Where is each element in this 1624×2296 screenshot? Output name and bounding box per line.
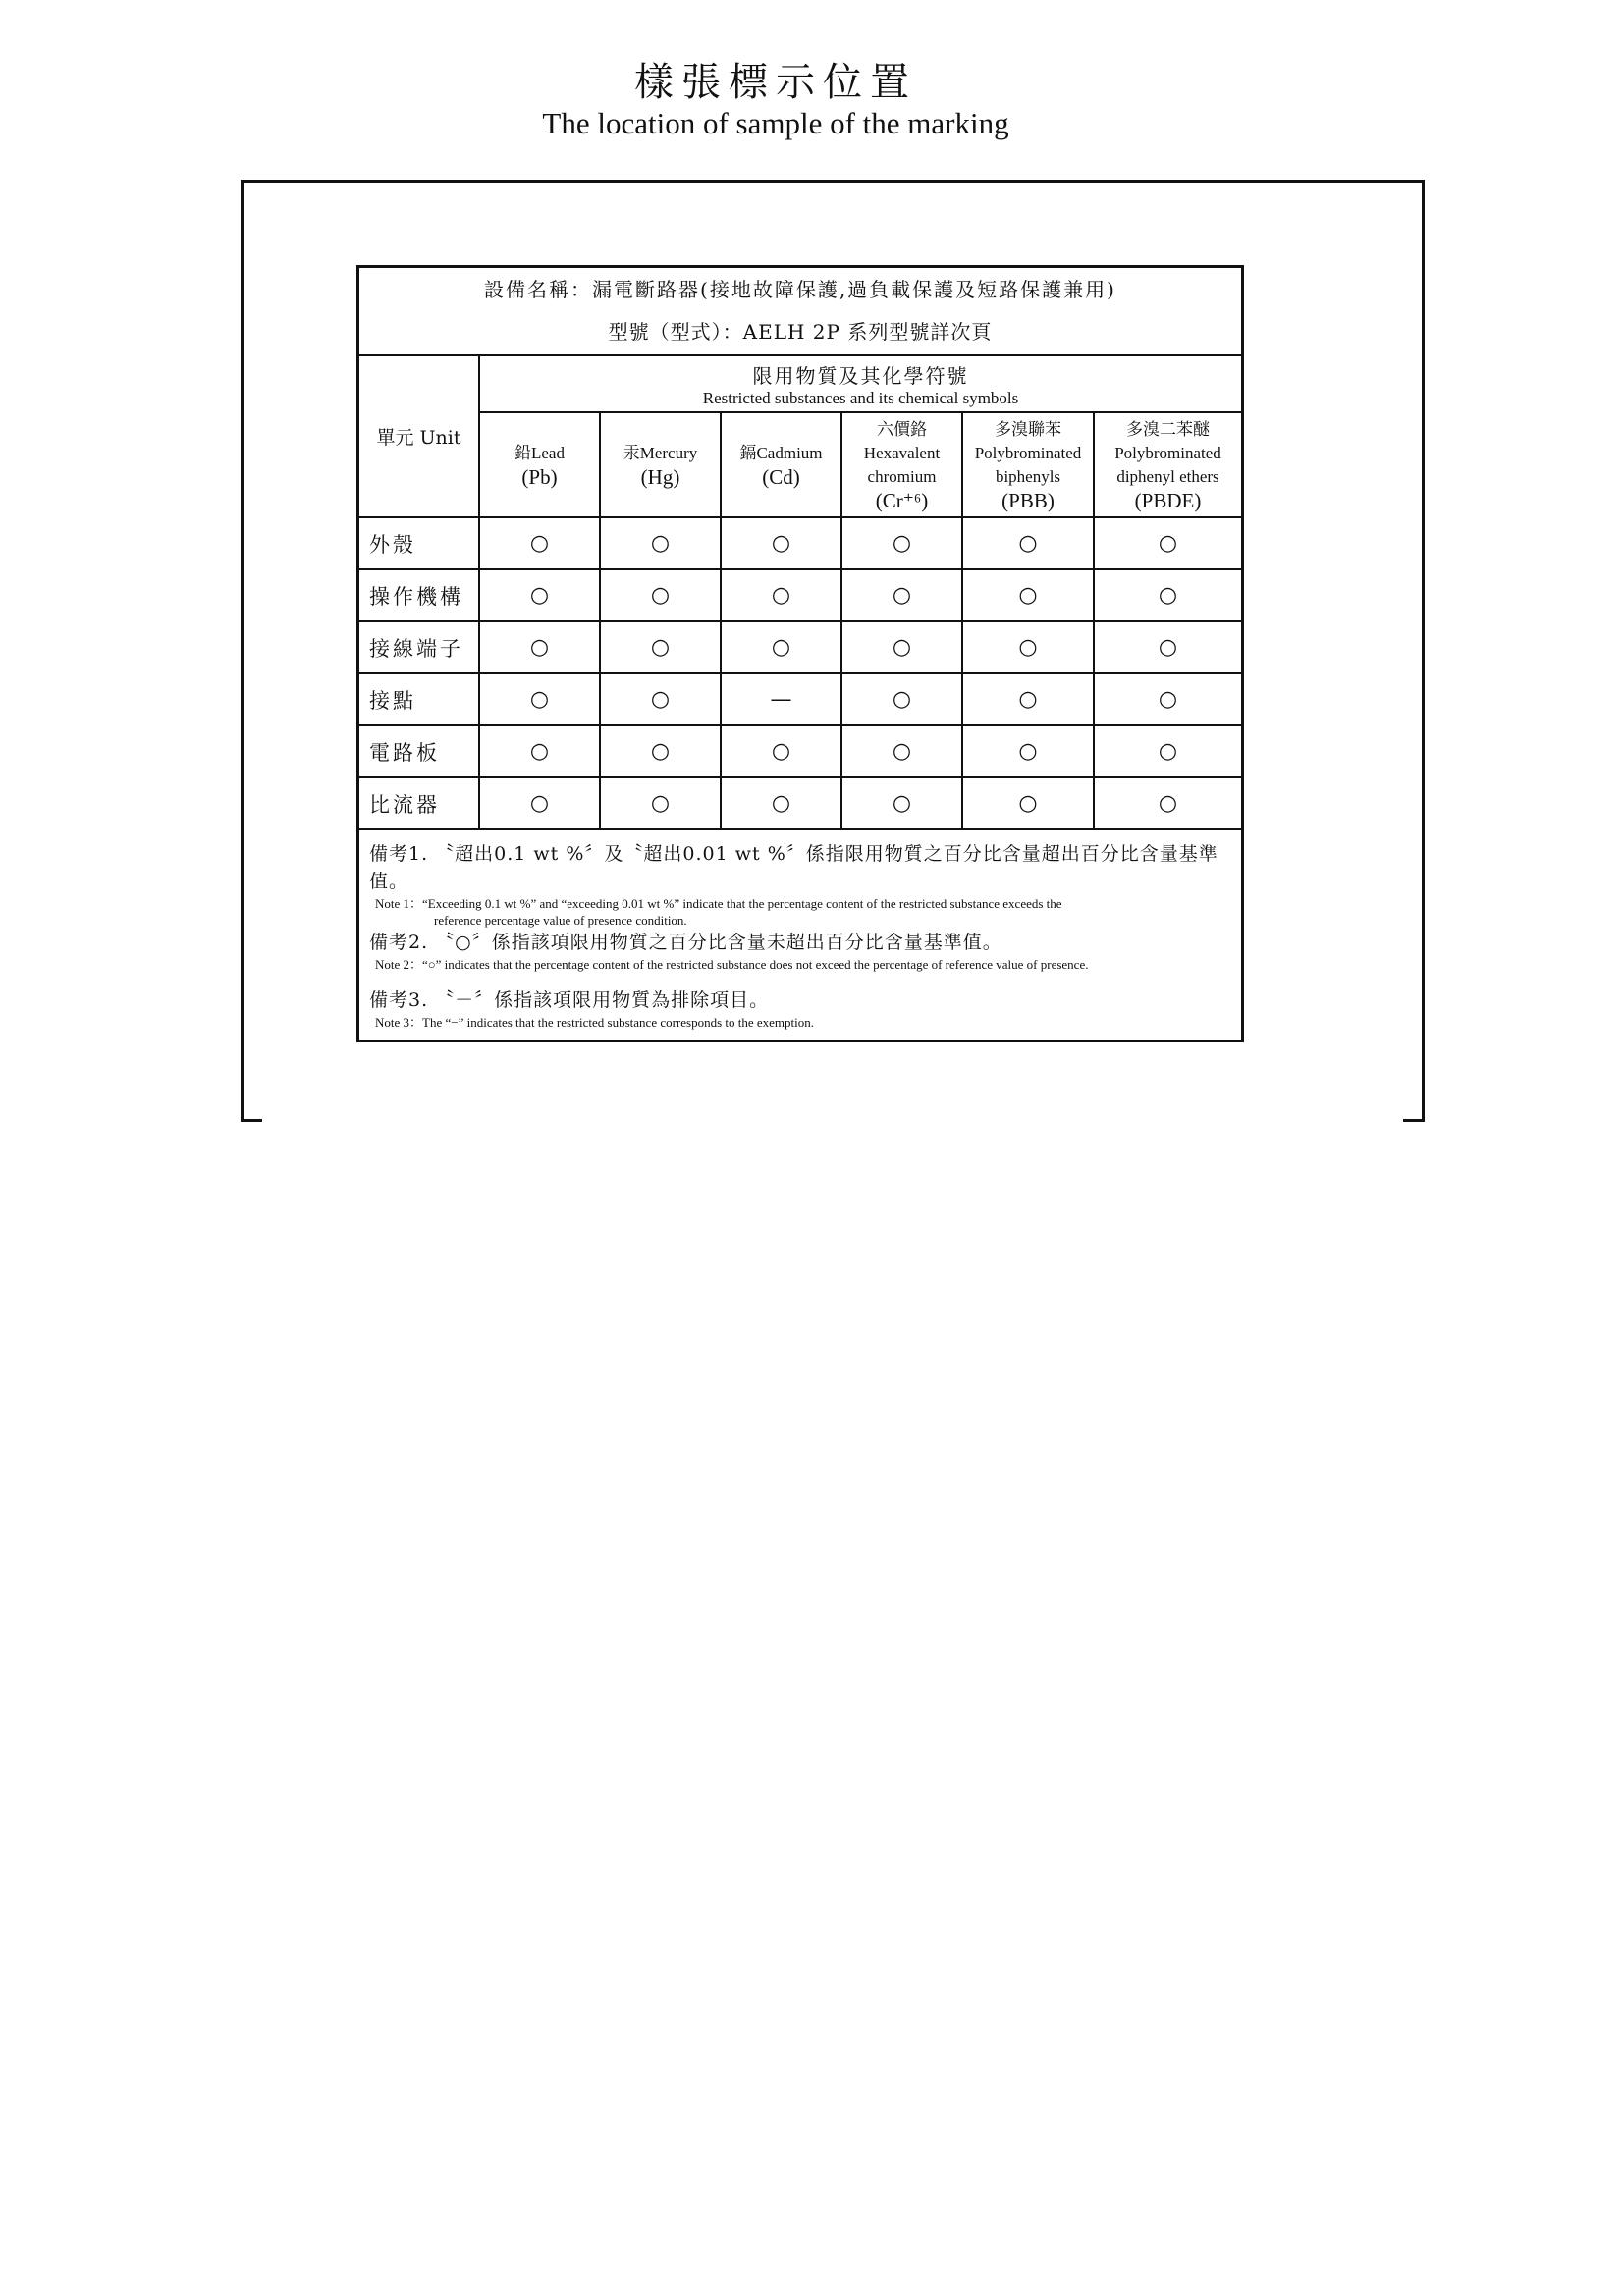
row-unit-label: 接線端子 bbox=[359, 621, 479, 673]
mark-cell: ○ bbox=[721, 777, 841, 829]
mark-cell: ○ bbox=[841, 673, 962, 725]
mark-cell: ○ bbox=[962, 725, 1094, 777]
model-line: 型號（型式）：AELH 2P 系列型號詳次頁 bbox=[608, 320, 993, 344]
substance-chromium: 六價鉻 Hexavalent chromium (Cr⁺⁶) bbox=[841, 412, 962, 517]
row-unit-label: 操作機構 bbox=[359, 569, 479, 621]
mark-cell: ○ bbox=[479, 517, 600, 569]
mark-cell: — bbox=[721, 673, 841, 725]
unit-header: 單元 Unit bbox=[359, 356, 479, 517]
table-row bbox=[359, 777, 1241, 829]
mark-cell: ○ bbox=[1094, 725, 1241, 777]
note-3-en: Note 3：The “−” indicates that the restricted substance corresponds to the exemption. bbox=[375, 1015, 815, 1030]
equipment-name: 設備名稱：漏電斷路器(接地故障保護,過負載保護及短路保護兼用) bbox=[484, 278, 1116, 301]
mark-cell: ○ bbox=[1094, 621, 1241, 673]
mark-cell: ○ bbox=[479, 569, 600, 621]
mark-cell: ○ bbox=[841, 621, 962, 673]
mark-cell: ○ bbox=[479, 725, 600, 777]
mark-cell: ○ bbox=[962, 569, 1094, 621]
mark-cell: ○ bbox=[721, 621, 841, 673]
mark-cell: ○ bbox=[479, 621, 600, 673]
notes-section bbox=[359, 830, 1241, 1031]
substance-table bbox=[359, 356, 1241, 830]
row-unit-label: 比流器 bbox=[359, 777, 479, 829]
table-row bbox=[359, 517, 1241, 569]
table-row bbox=[359, 673, 1241, 725]
substance-mercury: 汞Mercury (Hg) bbox=[600, 412, 721, 517]
note-1-zh: 備考1. 〝超出0.1 wt %〞及〝超出0.01 wt %〞係指限用物質之百分比含量超出百分比含量基準值。 bbox=[369, 843, 1218, 892]
mark-cell: ○ bbox=[1094, 569, 1241, 621]
mark-cell: ○ bbox=[841, 777, 962, 829]
label-header bbox=[359, 268, 1241, 356]
mark-cell: ○ bbox=[721, 517, 841, 569]
mark-cell: ○ bbox=[479, 673, 600, 725]
restricted-header-zh: 限用物質及其化學符號 bbox=[752, 363, 969, 388]
page-subtitle: The location of sample of the marking bbox=[542, 106, 1009, 140]
mark-cell: ○ bbox=[721, 569, 841, 621]
mark-cell: ○ bbox=[962, 621, 1094, 673]
note-3-zh: 備考3. 〝－〞係指該項限用物質為排除項目。 bbox=[369, 989, 770, 1011]
mark-cell: ○ bbox=[479, 777, 600, 829]
note-1-en: Note 1：“Exceeding 0.1 wt %” and “exceeding 0.01 wt %” indicate that the percentage content of the restricted substance exceeds the bbox=[375, 896, 1062, 911]
mark-cell: ○ bbox=[600, 725, 721, 777]
note-1-en-cont: reference percentage value of presence condition. bbox=[434, 913, 687, 928]
substance-cadmium: 鎘Cadmium (Cd) bbox=[721, 412, 841, 517]
mark-cell: ○ bbox=[962, 517, 1094, 569]
table-row bbox=[359, 621, 1241, 673]
mark-cell: ○ bbox=[1094, 673, 1241, 725]
mark-cell: ○ bbox=[600, 621, 721, 673]
row-unit-label: 外殼 bbox=[359, 517, 479, 569]
note-2-en: Note 2：“○” indicates that the percentage content of the restricted substance does not exceed the percentage of reference value of presence. bbox=[375, 957, 1089, 972]
mark-cell: ○ bbox=[841, 725, 962, 777]
mark-cell: ○ bbox=[841, 569, 962, 621]
row-unit-label: 電路板 bbox=[359, 725, 479, 777]
mark-cell: ○ bbox=[962, 777, 1094, 829]
mark-cell: ○ bbox=[600, 569, 721, 621]
mark-cell: ○ bbox=[600, 777, 721, 829]
substance-pbb: 多溴聯苯 Polybrominated biphenyls (PBB) bbox=[962, 412, 1094, 517]
mark-cell: ○ bbox=[600, 517, 721, 569]
row-unit-label: 接點 bbox=[359, 673, 479, 725]
hazardous-substance-label bbox=[356, 265, 1244, 1042]
mark-cell: ○ bbox=[841, 517, 962, 569]
substance-lead: 鉛Lead (Pb) bbox=[479, 412, 600, 517]
mark-cell: ○ bbox=[1094, 777, 1241, 829]
note-2-zh: 備考2. 〝○〞係指該項限用物質之百分比含量未超出百分比含量基準值。 bbox=[369, 932, 1002, 953]
mark-cell: ○ bbox=[600, 673, 721, 725]
mark-cell: ○ bbox=[721, 725, 841, 777]
table-row bbox=[359, 725, 1241, 777]
restricted-header-en: Restricted substances and its chemical symbols bbox=[702, 388, 1019, 407]
table-row bbox=[359, 569, 1241, 621]
substance-pbde: 多溴二苯醚 Polybrominated diphenyl ethers (PBDE) bbox=[1094, 412, 1241, 517]
page-title: 樣張標示位置 bbox=[634, 60, 917, 105]
mark-cell: ○ bbox=[962, 673, 1094, 725]
restricted-header bbox=[479, 356, 1241, 412]
mark-cell: ○ bbox=[1094, 517, 1241, 569]
